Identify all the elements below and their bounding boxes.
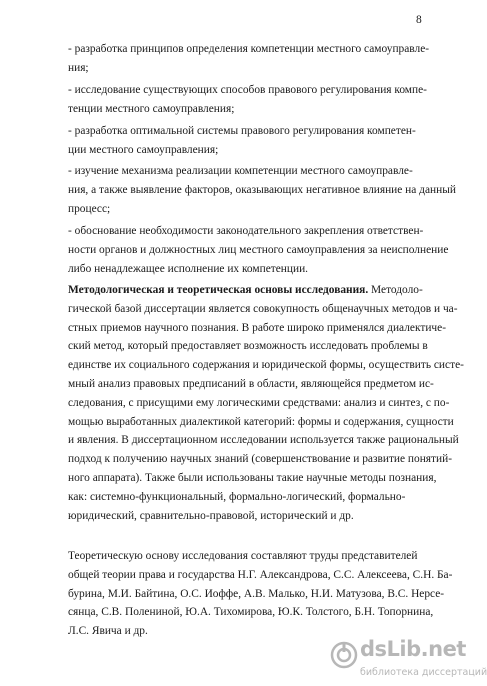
text-line: ский метод, который предоставляет возможность исследовать проблемы в bbox=[68, 340, 428, 353]
text-line: ния, а также выявление факторов, оказывающих негативное влияние на данный bbox=[68, 183, 456, 196]
text-line: Л.С. Явича и др. bbox=[68, 625, 148, 638]
text-line: либо ненадлежащее исполнение их компетенции. bbox=[68, 262, 309, 275]
list-item-justify-responsibility bbox=[68, 222, 449, 278]
section-heading: Методологическая и теоретическая основы исследования. bbox=[68, 284, 369, 296]
text-line: гической базой диссертации является совокупность общенаучных методов и ча- bbox=[68, 302, 458, 315]
text-line: мощью выработанных диалектикой категорий: формы и содержания, сущности bbox=[68, 415, 454, 428]
text-line: ного аппарата). Также были использованы такие научные методы познания, bbox=[68, 471, 437, 484]
text-line: процесс; bbox=[68, 202, 111, 215]
list-item-develop-principles bbox=[68, 40, 430, 78]
methodology-paragraph bbox=[68, 281, 464, 525]
text-line: ния; bbox=[68, 61, 89, 74]
text-line: следования, с присущими ему логическими средствами: анализ и синтез, с по- bbox=[68, 396, 450, 409]
page-number: 8 bbox=[416, 14, 422, 26]
list-item-study-methods bbox=[68, 81, 427, 119]
list-item-study-mechanism bbox=[68, 162, 456, 218]
theory-paragraph bbox=[68, 547, 453, 641]
text-line: - исследование существующих способов правового регулирования компе- bbox=[68, 84, 427, 96]
text-line: подход к получению научных знаний (совершенствование и развитие понятий- bbox=[68, 453, 453, 466]
text-line: ности органов и должностных лиц местного самоуправления за неисполнение bbox=[68, 243, 449, 256]
text-line: сянца, С.В. Полениной, Ю.А. Тихомирова, Ю.К. Толстого, Б.Н. Топорнина, bbox=[68, 606, 434, 619]
list-item-develop-system bbox=[68, 122, 416, 160]
text-line: единстве их социального содержания и юридической формы, осуществить систе- bbox=[68, 359, 464, 372]
dslib-watermark bbox=[330, 637, 487, 681]
watermark-brand: dsLib.net bbox=[360, 637, 466, 661]
text-line: - обоснование необходимости законодательного закрепления ответствен- bbox=[68, 225, 424, 237]
text-line: мный анализ правовых предписаний в области, являющейся предметом ис- bbox=[68, 377, 434, 390]
text-line: и явления. В диссертационном исследовании используется также рациональный bbox=[68, 434, 459, 447]
text-line: как: системно-функциональный, формально-логический, формально- bbox=[68, 490, 406, 503]
watermark-subtitle: библиотека диссертаций bbox=[360, 667, 487, 678]
text-line: - разработка принципов определения компетенции местного самоуправле- bbox=[68, 43, 430, 55]
text-line: бурина, М.И. Байтина, О.С. Иоффе, А.В. Малько, Н.И. Матузова, В.С. Нерсе- bbox=[68, 587, 445, 600]
text-line: Теоретическую основу исследования составляют труды представителей bbox=[68, 550, 418, 562]
text-line: ции местного самоуправления; bbox=[68, 143, 219, 156]
text-line: - разработка оптимальной системы правового регулирования компетен- bbox=[68, 125, 416, 137]
text-fragment: Методоло- bbox=[368, 284, 423, 296]
text-line: - изучение механизма реализации компетенции местного самоуправле- bbox=[68, 165, 413, 177]
text-line: общей теории права и государства Н.Г. Александрова, С.С. Алексеева, С.Н. Ба- bbox=[68, 568, 453, 581]
text-line: стных приемов научного познания. В работе широко применялся диалектиче- bbox=[68, 321, 446, 334]
text-line bbox=[68, 281, 423, 300]
dslib-logo-icon bbox=[330, 641, 358, 669]
text-line: юридический, сравнительно-правовой, исторический и др. bbox=[68, 509, 354, 522]
text-line: тенции местного самоуправления; bbox=[68, 102, 235, 115]
